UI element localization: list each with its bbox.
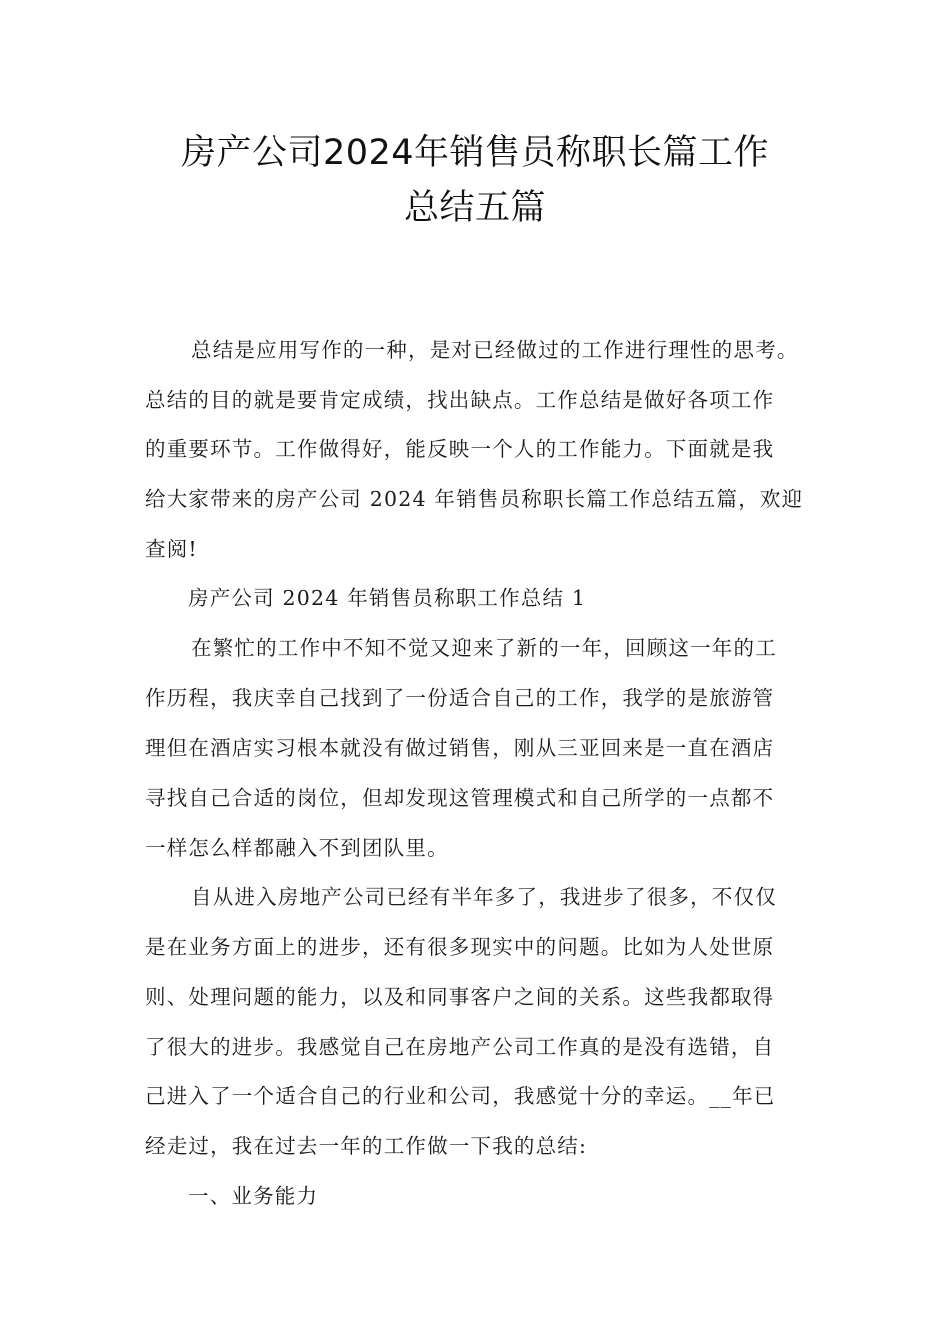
paragraph-line: 了很大的进步。我感觉自己在房地产公司工作真的是没有选错，自 <box>145 1035 775 1059</box>
paragraph-line: 理但在酒店实习根本就没有做过销售，刚从三亚回来是一直在酒店 <box>145 736 775 760</box>
subheading: 一、业务能力 <box>188 1184 319 1208</box>
intro-line: 总结是应用写作的一种，是对已经做过的工作进行理性的思考。 <box>191 338 799 362</box>
paragraph-line: 寻找自己合适的岗位，但却发现这管理模式和自己所学的一点都不 <box>145 786 775 810</box>
paragraph-line: 自从进入房地产公司已经有半年多了，我进步了很多，不仅仅 <box>191 885 777 909</box>
paragraph-line: 则、处理问题的能力，以及和同事客户之间的关系。这些我都取得 <box>145 985 775 1009</box>
document-title-line-1: 房产公司2024年销售员称职长篇工作 <box>180 133 770 173</box>
document-title-line-2: 总结五篇 <box>403 188 546 228</box>
paragraph-line: 是在业务方面上的进步，还有很多现实中的问题。比如为人处世原 <box>145 935 775 959</box>
intro-line: 查阅! <box>145 537 198 561</box>
paragraph-line: 经走过，我在过去一年的工作做一下我的总结: <box>145 1134 588 1158</box>
intro-line: 总结的目的就是要肯定成绩，找出缺点。工作总结是做好各项工作 <box>145 388 775 412</box>
paragraph-line: 己进入了一个适合自己的行业和公司，我感觉十分的幸运。__年已 <box>145 1084 776 1108</box>
paragraph-line: 作历程，我庆幸自己找到了一份适合自己的工作，我学的是旅游管 <box>145 686 775 710</box>
paragraph-line: 在繁忙的工作中不知不觉又迎来了新的一年，回顾这一年的工 <box>191 636 777 660</box>
paragraph-line: 一样怎么样都融入不到团队里。 <box>145 836 449 860</box>
intro-line: 的重要环节。工作做得好，能反映一个人的工作能力。下面就是我 <box>145 437 775 461</box>
section-title: 房产公司 2024 年销售员称职工作总结 1 <box>188 586 587 610</box>
intro-line: 给大家带来的房产公司 2024 年销售员称职长篇工作总结五篇，欢迎 <box>145 487 804 511</box>
